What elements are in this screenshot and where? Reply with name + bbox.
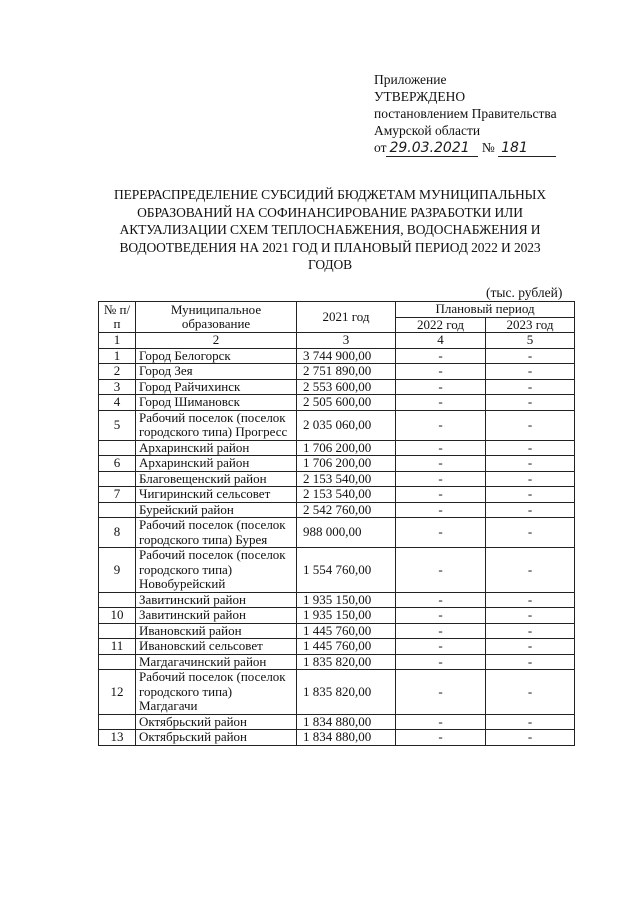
table-row <box>99 471 575 487</box>
amount-2023: - <box>486 379 575 395</box>
amount-2022: - <box>396 502 486 518</box>
amount-2021: 988 000,00 <box>297 518 396 548</box>
amount-2023: - <box>486 348 575 364</box>
amount-2021: 2 153 540,00 <box>297 471 396 487</box>
index-cell: 1 <box>99 333 136 349</box>
municipality-name: Рабочий поселок (поселок городского типа) Магдагачи <box>136 670 297 715</box>
table-row <box>99 410 575 440</box>
subsidy-table <box>98 301 575 746</box>
amount-2021: 1 935 150,00 <box>297 592 396 608</box>
amount-2021: 2 542 760,00 <box>297 502 396 518</box>
table-row <box>99 548 575 593</box>
row-number: 12 <box>99 670 136 715</box>
amount-2021: 2 505 600,00 <box>297 395 396 411</box>
row-number <box>99 592 136 608</box>
amount-2021: 1 834 880,00 <box>297 714 396 730</box>
table-row <box>99 487 575 503</box>
amount-2022: - <box>396 348 486 364</box>
municipality-name: Город Зея <box>136 364 297 380</box>
amount-2022: - <box>396 471 486 487</box>
row-number: 11 <box>99 639 136 655</box>
amount-2023: - <box>486 548 575 593</box>
date-prefix: от <box>374 140 387 155</box>
amount-2021: 1 835 820,00 <box>297 670 396 715</box>
row-number: 3 <box>99 379 136 395</box>
index-cell: 2 <box>136 333 297 349</box>
municipality-name: Ивановский сельсовет <box>136 639 297 655</box>
row-number <box>99 440 136 456</box>
amount-2023: - <box>486 471 575 487</box>
row-number: 10 <box>99 608 136 624</box>
municipality-name: Рабочий поселок (поселок городского типа) Бурея <box>136 518 297 548</box>
municipality-name: Город Белогорск <box>136 348 297 364</box>
header-num: № п/п <box>99 302 136 333</box>
amount-2023: - <box>486 592 575 608</box>
row-number: 7 <box>99 487 136 503</box>
municipality-name: Город Райчихинск <box>136 379 297 395</box>
row-number: 13 <box>99 730 136 746</box>
row-number <box>99 654 136 670</box>
amount-2021: 1 834 880,00 <box>297 730 396 746</box>
amount-2022: - <box>396 730 486 746</box>
table-row <box>99 364 575 380</box>
municipality-name: Благовещенский район <box>136 471 297 487</box>
units-label: (тыс. рублей) <box>486 285 563 300</box>
header-2021: 2021 год <box>297 302 396 333</box>
appendix-label: Приложение <box>374 72 447 87</box>
header-municipality: Муниципальное образование <box>136 302 297 333</box>
amount-2022: - <box>396 639 486 655</box>
table-row <box>99 592 575 608</box>
amount-2021: 1 835 820,00 <box>297 654 396 670</box>
amount-2022: - <box>396 364 486 380</box>
header-plan-period: Плановый период <box>396 302 575 318</box>
amount-2022: - <box>396 410 486 440</box>
amount-2022: - <box>396 623 486 639</box>
amount-2023: - <box>486 364 575 380</box>
amount-2022: - <box>396 654 486 670</box>
row-number: 1 <box>99 348 136 364</box>
amount-2022: - <box>396 548 486 593</box>
approval-block <box>374 71 557 157</box>
amount-2022: - <box>396 456 486 472</box>
amount-2021: 1 935 150,00 <box>297 608 396 624</box>
table-row <box>99 456 575 472</box>
municipality-name: Завитинский район <box>136 592 297 608</box>
amount-2022: - <box>396 714 486 730</box>
amount-2023: - <box>486 518 575 548</box>
table-row <box>99 379 575 395</box>
amount-2023: - <box>486 639 575 655</box>
row-number: 2 <box>99 364 136 380</box>
amount-2021: 2 153 540,00 <box>297 487 396 503</box>
municipality-name: Архаринский район <box>136 440 297 456</box>
amount-2023: - <box>486 654 575 670</box>
table-row <box>99 608 575 624</box>
amount-2022: - <box>396 440 486 456</box>
amount-2023: - <box>486 487 575 503</box>
municipality-name: Город Шимановск <box>136 395 297 411</box>
amount-2021: 2 553 600,00 <box>297 379 396 395</box>
row-number: 4 <box>99 395 136 411</box>
header-row-1 <box>99 302 575 318</box>
row-number: 8 <box>99 518 136 548</box>
row-number: 6 <box>99 456 136 472</box>
document-title: ПЕРЕРАСПРЕДЕЛЕНИЕ СУБСИДИЙ БЮДЖЕТАМ МУНИЦИПАЛЬНЫХ ОБРАЗОВАНИЙ НА СОФИНАНСИРОВАНИЕ РАЗРАБОТКИ ИЛИ АКТУАЛИЗАЦИИ СХЕМ ТЕПЛОСНАБЖЕНИЯ, ВОДОСНАБЖЕНИЯ И ВОДООТВЕДЕНИЯ НА 2021 ГОД И ПЛАНОВЫЙ ПЕРИОД 2022 И 2023 ГОДОВ <box>114 187 546 272</box>
table-row <box>99 654 575 670</box>
amount-2022: - <box>396 592 486 608</box>
column-index-row <box>99 333 575 349</box>
municipality-name: Октябрьский район <box>136 714 297 730</box>
amount-2023: - <box>486 608 575 624</box>
municipality-name: Завитинский район <box>136 608 297 624</box>
index-cell: 5 <box>486 333 575 349</box>
amount-2022: - <box>396 670 486 715</box>
amount-2023: - <box>486 456 575 472</box>
table-row <box>99 639 575 655</box>
amount-2021: 3 744 900,00 <box>297 348 396 364</box>
amount-2022: - <box>396 379 486 395</box>
amount-2022: - <box>396 608 486 624</box>
date-number-line <box>374 139 557 157</box>
approved-label: УТВЕРЖДЕНО <box>374 89 466 104</box>
amount-2022: - <box>396 487 486 503</box>
amount-2023: - <box>486 440 575 456</box>
amount-2023: - <box>486 730 575 746</box>
amount-2023: - <box>486 395 575 411</box>
amount-2023: - <box>486 502 575 518</box>
row-number <box>99 502 136 518</box>
amount-2023: - <box>486 623 575 639</box>
amount-2021: 1 445 760,00 <box>297 623 396 639</box>
amount-2021: 1 706 200,00 <box>297 456 396 472</box>
municipality-name: Ивановский район <box>136 623 297 639</box>
table-row <box>99 714 575 730</box>
amount-2021: 1 554 760,00 <box>297 548 396 593</box>
table-row <box>99 730 575 746</box>
municipality-name: Архаринский район <box>136 456 297 472</box>
table-row <box>99 670 575 715</box>
municipality-name: Магдагачинский район <box>136 654 297 670</box>
municipality-name: Бурейский район <box>136 502 297 518</box>
header-2022: 2022 год <box>396 317 486 333</box>
row-number <box>99 623 136 639</box>
index-cell: 4 <box>396 333 486 349</box>
amount-2021: 2 751 890,00 <box>297 364 396 380</box>
table-row <box>99 395 575 411</box>
table-row <box>99 348 575 364</box>
resolution-label: постановлением Правительства <box>374 106 557 121</box>
amount-2021: 2 035 060,00 <box>297 410 396 440</box>
municipality-name: Рабочий поселок (поселок городского типа) Новобурейский <box>136 548 297 593</box>
table-row <box>99 502 575 518</box>
amount-2023: - <box>486 670 575 715</box>
municipality-name: Октябрьский район <box>136 730 297 746</box>
index-cell: 3 <box>297 333 396 349</box>
amount-2022: - <box>396 395 486 411</box>
handwritten-date: 29.03.2021 <box>386 141 478 157</box>
amount-2023: - <box>486 410 575 440</box>
table-row <box>99 518 575 548</box>
number-prefix: № <box>481 140 495 155</box>
handwritten-number: 181 <box>498 141 556 157</box>
table-row <box>99 623 575 639</box>
municipality-name: Рабочий поселок (поселок городского типа) Прогресс <box>136 410 297 440</box>
amount-2021: 1 445 760,00 <box>297 639 396 655</box>
row-number <box>99 714 136 730</box>
municipality-name: Чигиринский сельсовет <box>136 487 297 503</box>
row-number: 9 <box>99 548 136 593</box>
amount-2022: - <box>396 518 486 548</box>
header-2023: 2023 год <box>486 317 575 333</box>
amount-2021: 1 706 200,00 <box>297 440 396 456</box>
amount-2023: - <box>486 714 575 730</box>
table-row <box>99 440 575 456</box>
row-number <box>99 471 136 487</box>
row-number: 5 <box>99 410 136 440</box>
region-label: Амурской области <box>374 123 481 138</box>
